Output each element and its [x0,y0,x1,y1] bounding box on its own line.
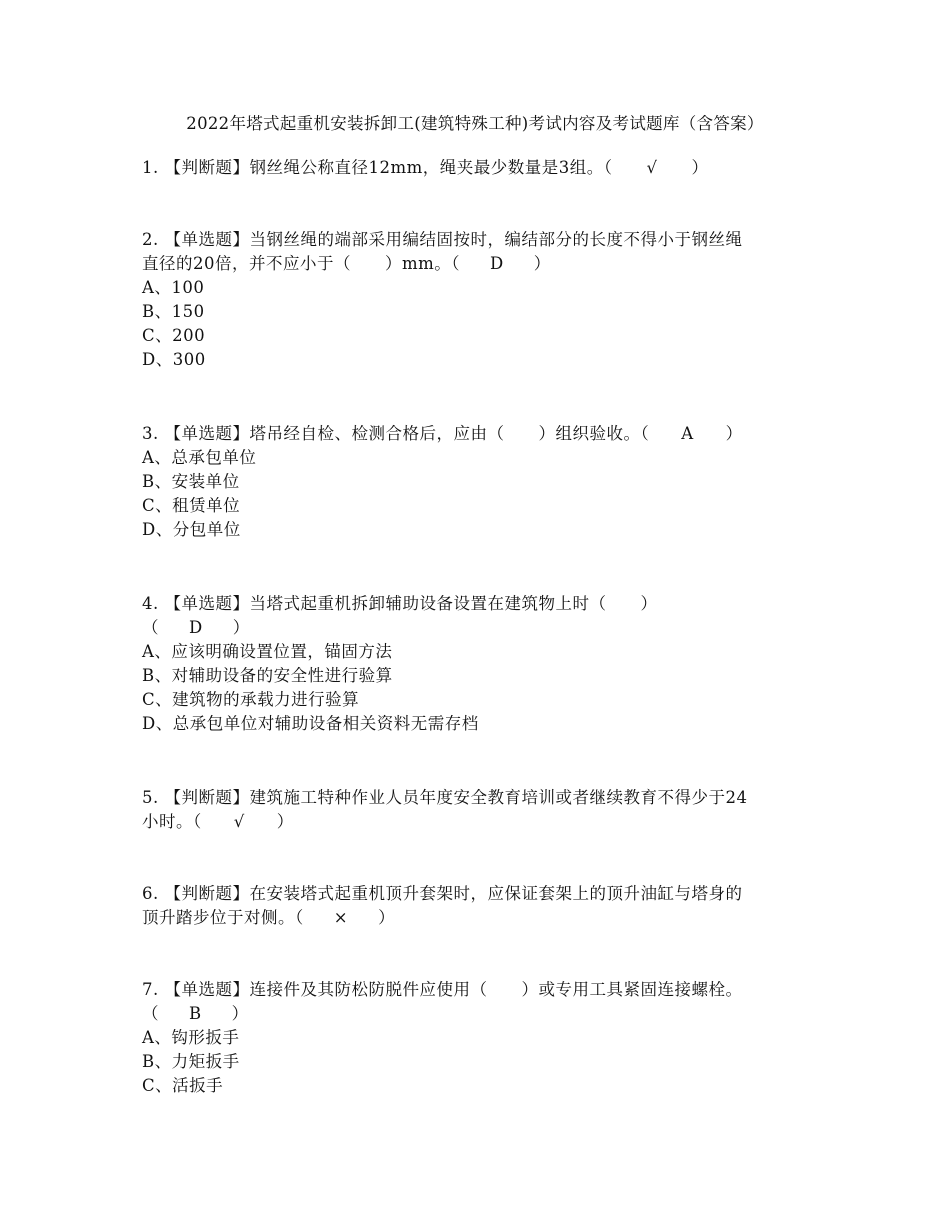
question-7 [142,978,812,1098]
question-4 [142,592,812,736]
question-text: 5. 【判断题】建筑施工特种作业人员年度安全教育培训或者继续教育不得少于24 [142,788,748,807]
question-1 [142,156,812,180]
option-b: B、150 [142,302,205,321]
option-d: D、总承包单位对辅助设备相关资料无需存档 [142,714,479,733]
answer-mark: D [189,618,203,637]
option-c: C、活扳手 [142,1076,224,1095]
option-b: B、安装单位 [142,472,240,491]
answer-mark: √ [646,158,658,177]
question-line [142,422,812,446]
question-line [142,906,812,930]
question-3 [142,422,812,542]
question-line [142,156,812,180]
option-a: A、应该明确设置位置，锚固方法 [142,642,393,661]
answer-close-paren: ） [231,1004,249,1023]
question-line [142,1002,812,1026]
answer-mark: × [333,908,349,927]
document-title: 2022年塔式起重机安装拆卸工(建筑特殊工种)考试内容及考试题库（含答案） [186,114,764,133]
answer-close-paren: ） [691,158,709,177]
question-text: 1. 【判断题】钢丝绳公称直径12mm，绳夹最少数量是3组。（ [142,158,613,177]
answer-mark: √ [233,812,245,831]
question-2 [142,228,812,372]
question-line [142,786,812,810]
question-text: 3. 【单选题】塔吊经自检、检测合格后，应由（ ）组织验收。（ [142,424,650,443]
question-text: （ [142,618,159,637]
question-text: （ [142,1004,159,1023]
option-a: A、钩形扳手 [142,1028,240,1047]
question-text: 直径的20倍，并不应小于（ ）mm。（ [142,254,461,273]
answer-mark: B [189,1004,202,1023]
option-d: D、300 [142,350,206,369]
answer-close-paren: ） [276,812,294,831]
option-d: D、分包单位 [142,520,241,539]
question-text: 2. 【单选题】当钢丝绳的端部采用编结固按时，编结部分的长度不得小于钢丝绳 [142,230,743,249]
question-text: 7. 【单选题】连接件及其防松防脱件应使用（ ）或专用工具紧固连接螺栓。 [142,980,743,999]
answer-mark: A [681,424,694,443]
question-line [142,592,812,616]
question-text: 6. 【判断题】在安装塔式起重机顶升套架时，应保证套架上的顶升油缸与塔身的 [142,884,743,903]
question-6 [142,882,812,930]
option-c: C、租赁单位 [142,496,241,515]
question-line [142,978,812,1002]
option-b: B、对辅助设备的安全性进行验算 [142,666,393,685]
question-text: 顶升踏步位于对侧。（ [142,908,304,927]
option-a: A、100 [142,278,205,297]
question-line [142,882,812,906]
answer-mark: D [490,254,504,273]
option-b: B、力矩扳手 [142,1052,240,1071]
option-a: A、总承包单位 [142,448,257,467]
answer-close-paren: ） [232,618,250,637]
question-line [142,810,812,834]
question-line [142,228,812,252]
question-text: 4. 【单选题】当塔式起重机拆卸辅助设备设置在建筑物上时（ ） [142,594,658,613]
answer-close-paren: ） [378,908,396,927]
question-text: 小时。（ [142,812,202,831]
question-line [142,252,812,276]
question-5 [142,786,812,834]
option-c: C、建筑物的承载力进行验算 [142,690,360,709]
answer-close-paren: ） [725,424,743,443]
option-c: C、200 [142,326,206,345]
question-line [142,616,812,640]
answer-close-paren: ） [533,254,551,273]
